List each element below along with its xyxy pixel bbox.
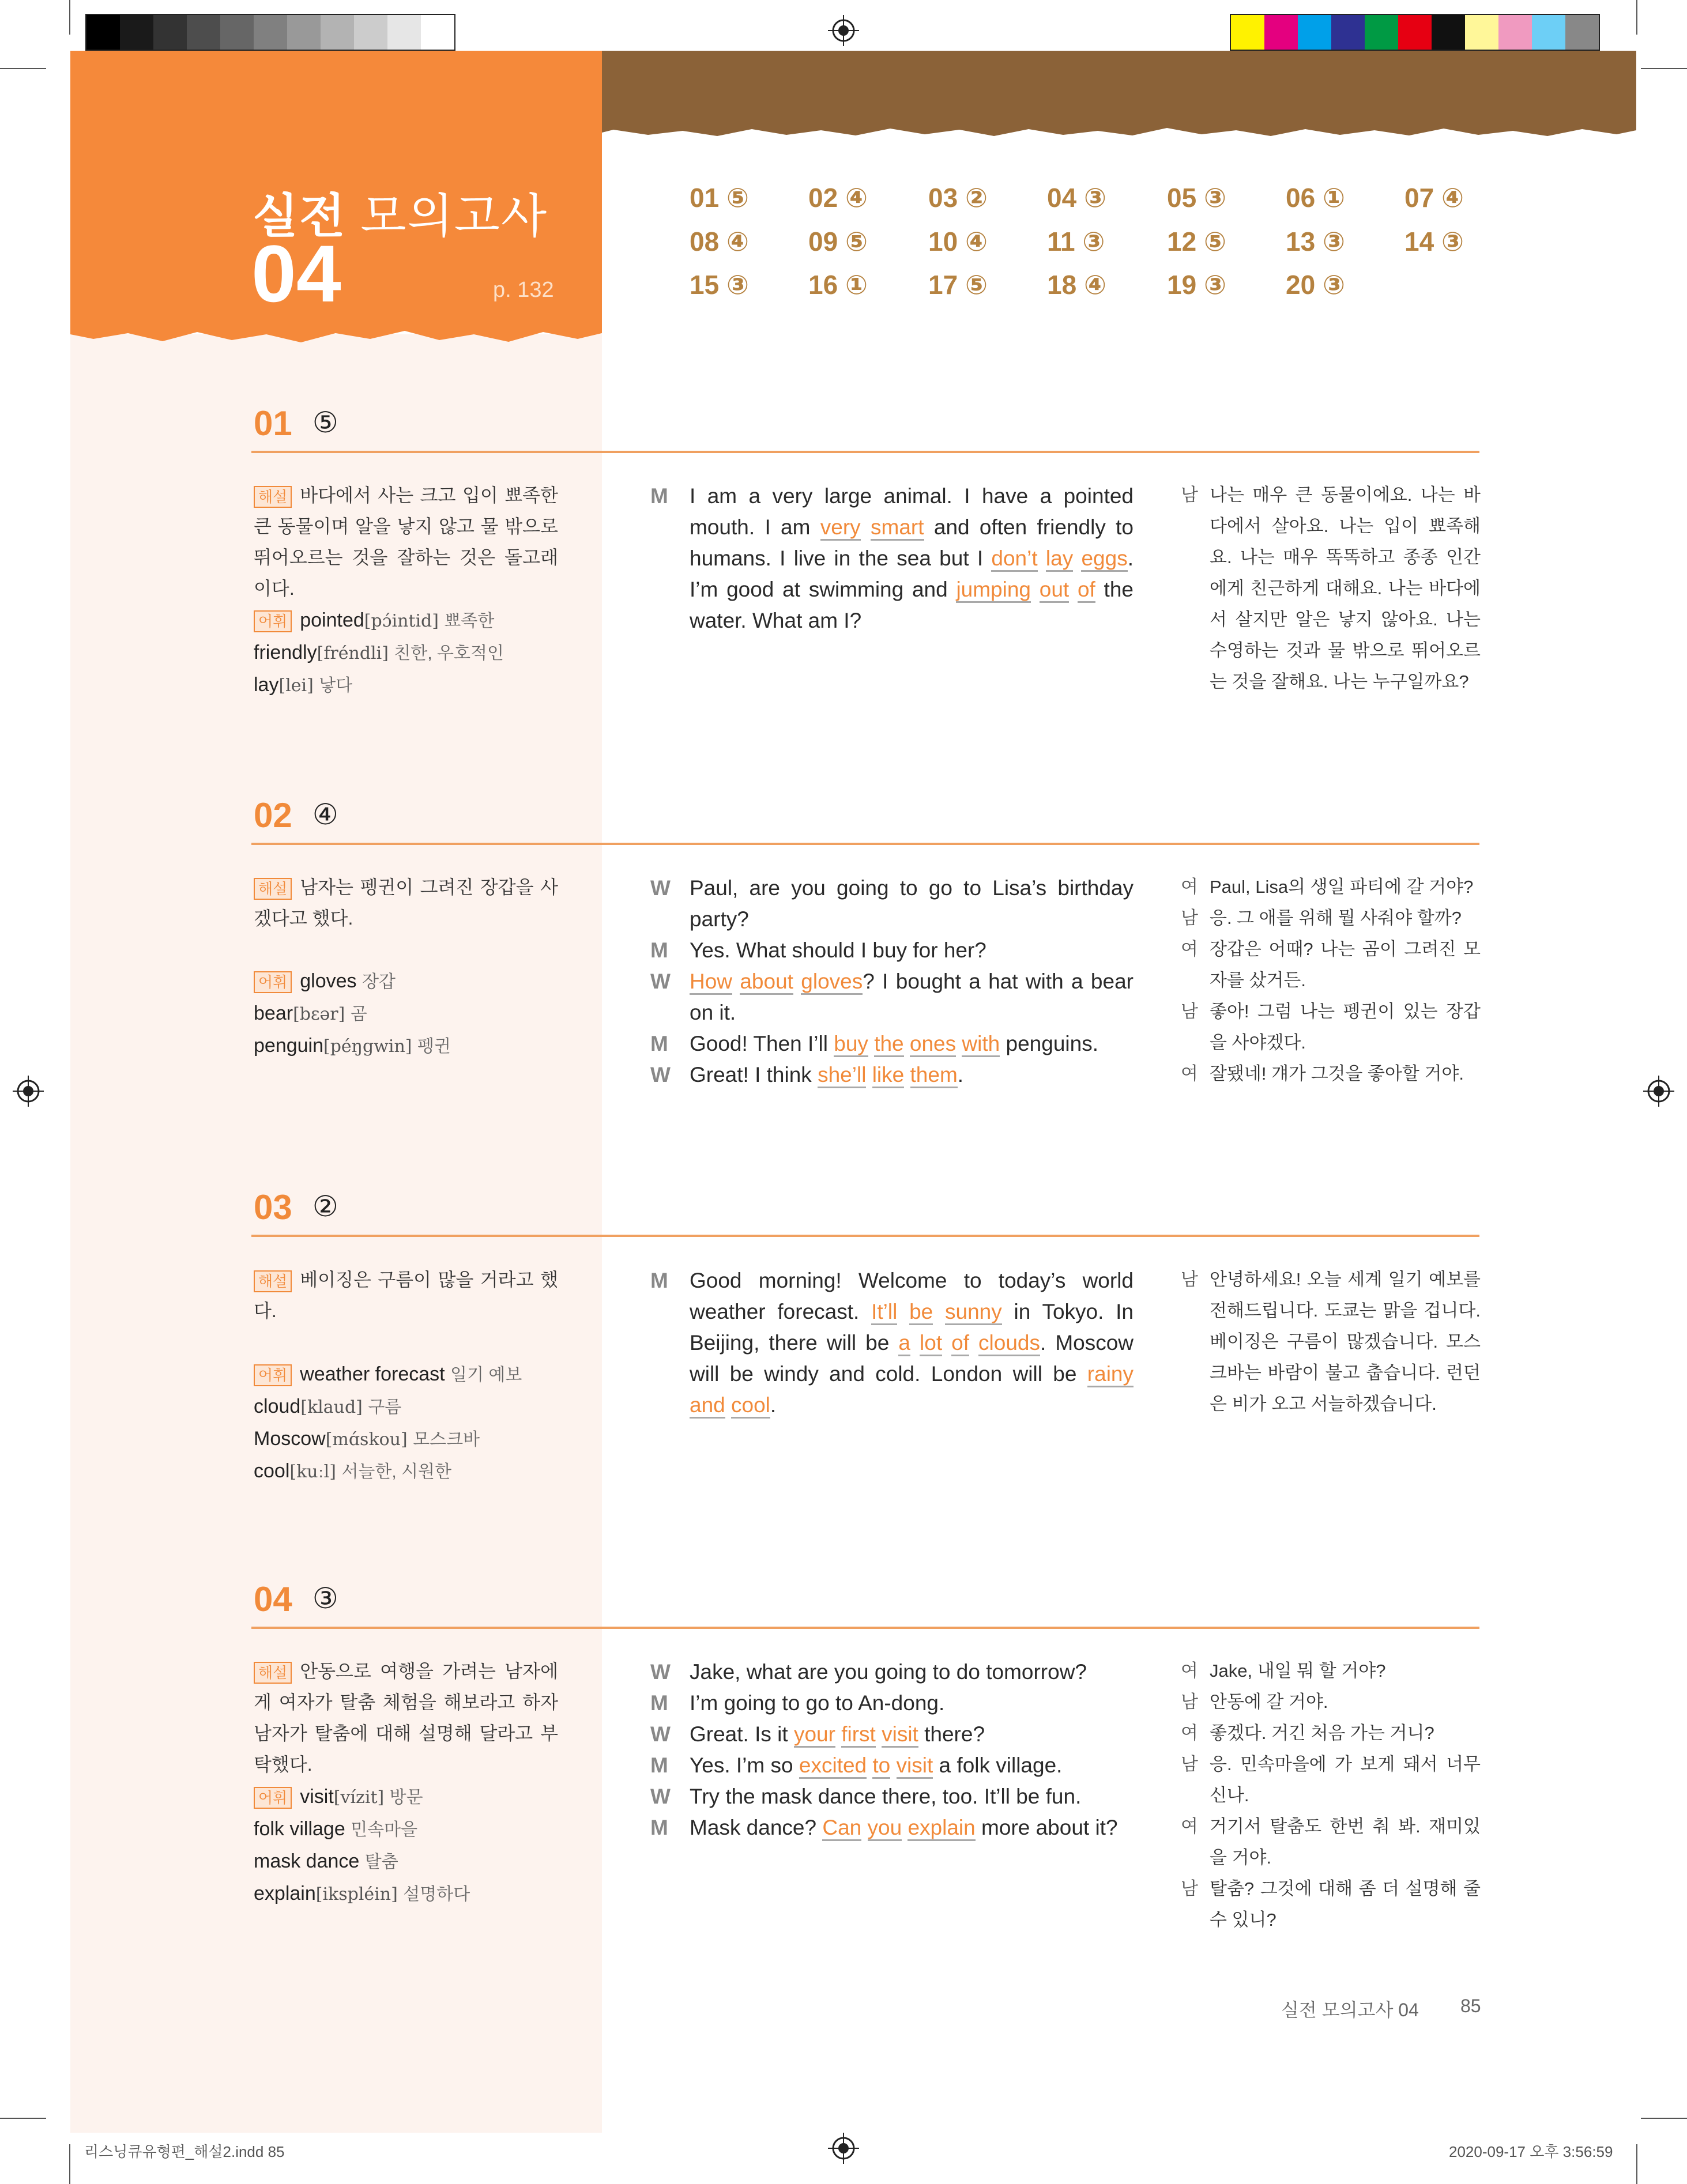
dialog-text-segment: Good morning! Welcome to today’s world weather forecast. bbox=[690, 1269, 1134, 1323]
vocab-word: visit bbox=[300, 1786, 334, 1808]
dialog-text-segment bbox=[904, 1032, 910, 1055]
vocab-word: penguin bbox=[254, 1035, 324, 1057]
dictation-blank-answer: It’ll bbox=[871, 1300, 897, 1325]
speaker-label: W bbox=[650, 970, 671, 993]
vocab-pronunciation: [fréndli] bbox=[317, 643, 389, 663]
vocab-word: mask dance bbox=[254, 1850, 360, 1872]
answer-key-item: 17 ⑤ bbox=[928, 270, 988, 300]
vocab-meaning: 서늘한, 시원한 bbox=[341, 1462, 452, 1481]
vocab-pronunciation: [vízit] bbox=[333, 1787, 385, 1808]
vocab-meaning: 곰 bbox=[350, 1005, 367, 1024]
translation-line bbox=[1181, 1811, 1481, 1873]
dialog-text-segment: Try the mask dance there, too. It’ll be fun. bbox=[690, 1785, 1082, 1808]
dictation-blank-answer: visit bbox=[897, 1753, 933, 1779]
dialog-text bbox=[690, 1265, 1134, 1421]
vocab-item bbox=[254, 1455, 577, 1488]
dialog-text bbox=[690, 1688, 1134, 1719]
registration-mark-top bbox=[828, 15, 859, 46]
dialog-text-segment bbox=[1031, 578, 1040, 601]
test-title-light: 모의고사 bbox=[360, 190, 548, 243]
dictation-blank-answer: very bbox=[820, 515, 861, 541]
vocab-item bbox=[254, 1391, 577, 1423]
dictation-blank-answer: visit bbox=[882, 1722, 918, 1748]
vocabulary-list bbox=[254, 605, 577, 701]
english-dialog bbox=[650, 873, 1134, 1091]
dictation-blank-answer: to bbox=[872, 1753, 890, 1779]
vocab-meaning: 낳다 bbox=[319, 676, 353, 695]
vocab-pronunciation: [lei] bbox=[278, 676, 314, 696]
test-title-bold: 실전 bbox=[253, 190, 347, 243]
vocab-word: explain bbox=[254, 1883, 316, 1904]
dictation-blank-answer: she’ll bbox=[818, 1063, 866, 1088]
speaker-label: 여 bbox=[1181, 1816, 1198, 1836]
vocab-item bbox=[254, 605, 577, 637]
vocab-meaning: 뾰족한 bbox=[444, 612, 495, 631]
vocab-pronunciation: [mɑ́skou] bbox=[325, 1429, 408, 1450]
translation-line bbox=[1181, 480, 1481, 697]
page-number: 85 bbox=[1460, 1996, 1481, 2016]
dictation-blank-answer: like bbox=[872, 1063, 905, 1088]
vocab-pronunciation: [kuːl] bbox=[289, 1462, 336, 1482]
speaker-label: 남 bbox=[1181, 485, 1198, 505]
dictation-blank-answer: gloves bbox=[801, 970, 863, 995]
dialog-text-segment: in Tokyo. In Beijing, there will be bbox=[690, 1300, 1134, 1355]
dialog-line bbox=[650, 966, 1134, 1028]
vocab-word: lay bbox=[254, 674, 279, 696]
dialog-text-segment: I am a very large animal. I have a pointed mouth. I am bbox=[690, 484, 1134, 539]
vocab-meaning: 민속마을 bbox=[351, 1820, 418, 1839]
translation-line bbox=[1181, 1718, 1481, 1749]
answer-key-item: 09 ⑤ bbox=[808, 227, 868, 257]
translation-text: 안녕하세요! 오늘 세계 일기 예보를 전해드립니다. 도쿄는 맑을 겁니다. 베이징은 구름이 많겠습니다. 모스크바는 바람이 불고 춥습니다. 런던은 비가 오고 서늘하겠습니다. bbox=[1210, 1269, 1481, 1414]
explanation-body: 베이징은 구름이 많을 거라고 했다. bbox=[254, 1269, 558, 1321]
dialog-line bbox=[650, 873, 1134, 935]
speaker-label: 남 bbox=[1181, 1754, 1198, 1774]
speaker-label: 남 bbox=[1181, 1001, 1198, 1021]
dialog-text-segment bbox=[876, 1722, 882, 1746]
answer-key-item: 04 ③ bbox=[1047, 183, 1106, 213]
vocab-word: friendly bbox=[254, 642, 317, 663]
dialog-line bbox=[650, 1781, 1134, 1812]
vocab-meaning: 펭귄 bbox=[417, 1037, 451, 1056]
dialog-text-segment bbox=[910, 1331, 920, 1355]
vocab-pronunciation: [klaud] bbox=[300, 1397, 363, 1417]
slug-timestamp: 2020-09-17 오후 3:56:59 bbox=[1449, 2143, 1613, 2160]
dictation-blank-answer: excited bbox=[799, 1753, 867, 1779]
translation-text: Jake, 내일 뭐 할 거야? bbox=[1210, 1661, 1386, 1681]
vocab-word: weather forecast bbox=[300, 1363, 445, 1385]
question-answer: ④ bbox=[312, 798, 338, 831]
translation-line bbox=[1181, 1687, 1481, 1718]
dialog-line bbox=[650, 481, 1134, 636]
dictation-blank-answer: lay bbox=[1046, 546, 1073, 572]
dictation-blank-answer: them bbox=[910, 1063, 958, 1088]
speaker-label: W bbox=[650, 1722, 671, 1746]
translation-line bbox=[1181, 1873, 1481, 1936]
speaker-label: M bbox=[650, 1269, 668, 1292]
vocab-meaning: 친한, 우호적인 bbox=[394, 644, 504, 663]
dialog-text-segment: a folk village. bbox=[933, 1753, 1063, 1777]
answer-key-item: 13 ③ bbox=[1286, 227, 1345, 257]
translation-line bbox=[1181, 903, 1481, 934]
vocabulary-tag: 어휘 bbox=[254, 1787, 292, 1809]
dialog-text-segment: Great! I think bbox=[690, 1063, 818, 1087]
speaker-label: M bbox=[650, 1691, 668, 1715]
answer-key-item: 02 ④ bbox=[808, 183, 868, 213]
answer-key-item: 01 ⑤ bbox=[690, 183, 749, 213]
vocab-pronunciation: [pɔ́intid] bbox=[364, 611, 439, 631]
dialog-text-segment: . I’m good at swimming and bbox=[690, 546, 1134, 601]
translation-line bbox=[1181, 1264, 1481, 1420]
dialog-text-segment bbox=[933, 1300, 945, 1323]
dialog-text bbox=[690, 1719, 1134, 1750]
brown-header-band bbox=[602, 51, 1636, 137]
dialog-text-segment bbox=[732, 970, 740, 993]
dialog-line bbox=[650, 1657, 1134, 1688]
dialog-text bbox=[690, 481, 1134, 636]
dialog-text-segment bbox=[897, 1300, 909, 1323]
dialog-text-segment bbox=[902, 1816, 907, 1839]
dialog-line bbox=[650, 1719, 1134, 1750]
dictation-blank-answer: of bbox=[951, 1331, 969, 1356]
dictation-blank-answer: lot bbox=[920, 1331, 942, 1356]
dialog-text-segment bbox=[793, 970, 801, 993]
vocab-item bbox=[254, 998, 577, 1030]
dictation-blank-answer: rainy bbox=[1087, 1362, 1134, 1387]
dialog-text-segment bbox=[861, 1816, 867, 1839]
translation-text: 응. 민속마을에 가 보게 돼서 너무 신나. bbox=[1210, 1754, 1481, 1805]
dictation-blank-answer: eggs bbox=[1081, 546, 1127, 572]
vocab-word: cloud bbox=[254, 1395, 301, 1417]
translation-line bbox=[1181, 996, 1481, 1058]
speaker-label: M bbox=[650, 1032, 668, 1055]
explanation-tag: 해설 bbox=[254, 1662, 292, 1684]
speaker-label: 남 bbox=[1181, 1692, 1198, 1712]
korean-translation bbox=[1181, 1655, 1481, 1936]
dialog-text-segment: and often friendly to humans. I live in the sea but I bbox=[690, 515, 1134, 570]
section-divider bbox=[251, 1627, 1479, 1629]
answer-key-item: 10 ④ bbox=[928, 227, 988, 257]
dictation-blank-answer: Can bbox=[822, 1816, 861, 1841]
dialog-text-segment bbox=[861, 515, 871, 539]
dialog-text-segment bbox=[835, 1722, 841, 1746]
dictation-blank-answer: ones bbox=[910, 1032, 956, 1057]
vocab-word: gloves bbox=[300, 970, 357, 992]
dialog-text-segment bbox=[868, 1032, 874, 1055]
speaker-label: W bbox=[650, 1785, 671, 1808]
vocab-pronunciation: [ikspléin] bbox=[315, 1884, 398, 1904]
translation-line bbox=[1181, 872, 1481, 903]
vocab-word: bear bbox=[254, 1002, 293, 1024]
dictation-blank-answer: sunny bbox=[945, 1300, 1002, 1325]
vocabulary-list bbox=[254, 965, 577, 1062]
speaker-label: W bbox=[650, 1063, 671, 1087]
dialog-text-segment: I’m going to go to An-dong. bbox=[690, 1691, 945, 1715]
vocab-item bbox=[254, 1846, 577, 1878]
vocabulary-tag: 어휘 bbox=[254, 971, 292, 993]
translation-text: 안동에 갈 거야. bbox=[1210, 1692, 1328, 1712]
question-number: 04 bbox=[254, 1580, 292, 1619]
speaker-label: M bbox=[650, 1753, 668, 1777]
translation-text: 잘됐네! 걔가 그것을 좋아할 거야. bbox=[1210, 1063, 1464, 1084]
vocab-item bbox=[254, 1423, 577, 1455]
explanation-body: 바다에서 사는 크고 입이 뾰족한 큰 동물이며 알을 낳지 않고 물 밖으로 뛰어오르는 것을 잘하는 것은 돌고래이다. bbox=[254, 485, 558, 599]
vocab-meaning: 탈춤 bbox=[364, 1853, 398, 1872]
explanation-text bbox=[254, 872, 558, 934]
speaker-label: M bbox=[650, 484, 668, 508]
vocab-meaning: 구름 bbox=[368, 1398, 402, 1417]
answer-key-item: 11 ③ bbox=[1047, 227, 1105, 257]
dictation-blank-answer: out bbox=[1040, 578, 1069, 603]
explanation-text bbox=[254, 480, 558, 604]
dictation-blank-answer: explain bbox=[907, 1816, 975, 1841]
slug-filename: 리스닝큐유형편_해설2.indd 85 bbox=[84, 2143, 285, 2160]
dialog-text-segment bbox=[890, 1753, 896, 1777]
dictation-blank-answer: cool bbox=[731, 1393, 770, 1419]
dialog-text bbox=[690, 966, 1134, 1028]
explanation-tag: 해설 bbox=[254, 486, 292, 508]
dictation-blank-answer: and bbox=[690, 1393, 725, 1419]
explanation-text bbox=[254, 1264, 558, 1326]
dictation-blank-answer: jumping bbox=[956, 578, 1031, 603]
answer-key-item: 15 ③ bbox=[690, 270, 749, 300]
speaker-label: 여 bbox=[1181, 939, 1198, 959]
section-divider bbox=[251, 843, 1479, 845]
korean-translation bbox=[1181, 480, 1481, 697]
answer-key-item: 07 ④ bbox=[1404, 183, 1464, 213]
explanation-text bbox=[254, 1655, 558, 1780]
dialog-text-segment: Good! Then I’ll bbox=[690, 1032, 834, 1055]
vocab-word: Moscow bbox=[254, 1428, 326, 1450]
test-number: 04 bbox=[251, 228, 341, 319]
vocab-meaning: 장갑 bbox=[362, 972, 396, 991]
vocabulary-tag: 어휘 bbox=[254, 610, 292, 632]
footer-title: 실전 모의고사 04 bbox=[1281, 2000, 1419, 2020]
dialog-text bbox=[690, 1750, 1134, 1781]
dialog-text-segment: . Moscow will be windy and cold. London will be bbox=[690, 1331, 1134, 1386]
translation-text: 장갑은 어때? 나는 곰이 그려진 모자를 샀거든. bbox=[1210, 939, 1481, 990]
answer-key-item: 08 ④ bbox=[690, 227, 749, 257]
speaker-label: 여 bbox=[1181, 1661, 1198, 1681]
vocab-item bbox=[254, 1878, 577, 1910]
vocab-word: cool bbox=[254, 1460, 290, 1482]
question-number: 02 bbox=[254, 796, 292, 835]
dialog-text-segment: . bbox=[770, 1393, 777, 1417]
translation-line bbox=[1181, 1655, 1481, 1687]
dialog-text-segment bbox=[969, 1331, 978, 1355]
answer-key-item: 20 ③ bbox=[1286, 270, 1345, 300]
vocab-pronunciation: [péŋgwin] bbox=[323, 1036, 412, 1057]
dialog-text-segment: Paul, are you going to go to Lisa’s birthday party? bbox=[690, 876, 1134, 931]
dialog-line bbox=[650, 935, 1134, 966]
answer-key-item: 03 ② bbox=[928, 183, 988, 213]
question-answer: ⑤ bbox=[312, 406, 338, 439]
speaker-label: W bbox=[650, 1660, 671, 1684]
dialog-text-segment bbox=[867, 1753, 872, 1777]
question-answer: ③ bbox=[312, 1582, 338, 1615]
translation-text: 응. 그 애를 위해 뭘 사줘야 할까? bbox=[1210, 908, 1462, 928]
dialog-text-segment: Mask dance? bbox=[690, 1816, 823, 1839]
answer-key-item: 19 ③ bbox=[1167, 270, 1226, 300]
speaker-label: 남 bbox=[1181, 1269, 1198, 1289]
explanation-tag: 해설 bbox=[254, 878, 292, 900]
dialog-text-segment: there? bbox=[918, 1722, 985, 1746]
dialog-text-segment: the water. What am I? bbox=[690, 578, 1134, 632]
dialog-text-segment: . bbox=[957, 1063, 964, 1087]
dialog-text-segment: Jake, what are you going to do tomorrow? bbox=[690, 1660, 1087, 1684]
answer-key-item: 18 ④ bbox=[1047, 270, 1106, 300]
korean-translation bbox=[1181, 1264, 1481, 1420]
dialog-text-segment: penguins. bbox=[1000, 1032, 1098, 1055]
dialog-text bbox=[690, 873, 1134, 935]
dialog-text bbox=[690, 1657, 1134, 1688]
dialog-text-segment: Great. Is it bbox=[690, 1722, 794, 1746]
dialog-line bbox=[650, 1688, 1134, 1719]
vocab-item bbox=[254, 1781, 577, 1813]
process-color-bar bbox=[1230, 14, 1600, 51]
dialog-text bbox=[690, 1812, 1134, 1843]
translation-text: Paul, Lisa의 생일 파티에 갈 거야? bbox=[1210, 877, 1474, 897]
translation-text: 좋아! 그럼 나는 펭귄이 있는 장갑을 사야겠다. bbox=[1210, 1001, 1481, 1053]
english-dialog bbox=[650, 1265, 1134, 1421]
dialog-text-segment: Yes. I’m so bbox=[690, 1753, 799, 1777]
dictation-blank-answer: with bbox=[962, 1032, 1000, 1057]
translation-line bbox=[1181, 934, 1481, 996]
speaker-label: 여 bbox=[1181, 877, 1198, 897]
dictation-blank-answer: clouds bbox=[978, 1331, 1040, 1356]
dictation-blank-answer: about bbox=[740, 970, 793, 995]
dialog-text-segment: more about it? bbox=[975, 1816, 1118, 1839]
answer-key-item: 05 ③ bbox=[1167, 183, 1226, 213]
dialog-text-segment bbox=[956, 1032, 962, 1055]
dictation-blank-answer: smart bbox=[871, 515, 924, 541]
explanation-body: 안동으로 여행을 가려는 남자에게 여자가 탈춤 체험을 해보라고 하자 남자가 탈춤에 대해 설명해 달라고 부탁했다. bbox=[254, 1661, 558, 1775]
section-divider bbox=[251, 1235, 1479, 1237]
translation-text: 탈춤? 그것에 대해 좀 더 설명해 줄 수 있니? bbox=[1210, 1879, 1481, 1930]
vocabulary-list bbox=[254, 1359, 577, 1488]
dialog-text-segment: ? I bought a hat with a bear on it. bbox=[690, 970, 1134, 1024]
vocab-item bbox=[254, 1359, 577, 1391]
translation-text: 거기서 탈춤도 한번 춰 봐. 재미있을 거야. bbox=[1210, 1816, 1481, 1868]
dialog-text-segment bbox=[904, 1063, 910, 1087]
dialog-text-segment bbox=[1073, 546, 1081, 570]
dictation-blank-answer: be bbox=[909, 1300, 933, 1325]
dictation-blank-answer: first bbox=[841, 1722, 876, 1748]
vocabulary-tag: 어휘 bbox=[254, 1364, 292, 1386]
speaker-label: W bbox=[650, 876, 671, 900]
translation-line bbox=[1181, 1749, 1481, 1811]
answer-key-item: 06 ① bbox=[1286, 183, 1345, 213]
question-answer: ② bbox=[312, 1190, 338, 1223]
dialog-line bbox=[650, 1812, 1134, 1843]
answer-key-item: 12 ⑤ bbox=[1167, 227, 1226, 257]
vocab-meaning: 방문 bbox=[389, 1788, 423, 1807]
vocab-item bbox=[254, 669, 577, 701]
dialog-text-segment: Yes. What should I buy for her? bbox=[690, 938, 986, 962]
explanation-tag: 해설 bbox=[254, 1270, 292, 1292]
dialog-text bbox=[690, 1028, 1134, 1059]
translation-line bbox=[1181, 1058, 1481, 1089]
speaker-label: 남 bbox=[1181, 908, 1198, 928]
dialog-text-segment bbox=[1069, 578, 1078, 601]
dictation-blank-answer: don’t bbox=[991, 546, 1037, 572]
vocab-item bbox=[254, 1030, 577, 1062]
dialog-text bbox=[690, 1059, 1134, 1091]
grayscale-color-bar bbox=[85, 14, 455, 51]
dictation-blank-answer: the bbox=[874, 1032, 903, 1057]
answer-key-item: 16 ① bbox=[808, 270, 868, 300]
english-dialog bbox=[650, 1657, 1134, 1843]
dialog-text-segment bbox=[942, 1331, 951, 1355]
registration-mark-bottom bbox=[828, 2133, 859, 2164]
vocabulary-list bbox=[254, 1781, 577, 1910]
dictation-blank-answer: you bbox=[868, 1816, 902, 1841]
answer-key-item: 14 ③ bbox=[1404, 227, 1464, 257]
dialog-text bbox=[690, 935, 1134, 966]
dialog-text-segment bbox=[725, 1393, 731, 1417]
vocab-meaning: 모스크바 bbox=[413, 1430, 480, 1449]
dialog-text bbox=[690, 1781, 1134, 1812]
dictation-blank-answer: buy bbox=[834, 1032, 868, 1057]
dictation-blank-answer: How bbox=[690, 970, 732, 995]
dialog-line bbox=[650, 1750, 1134, 1781]
dialog-line bbox=[650, 1265, 1134, 1421]
question-number: 01 bbox=[254, 404, 292, 443]
registration-mark-left bbox=[13, 1076, 44, 1107]
vocab-meaning: 일기 예보 bbox=[450, 1366, 522, 1385]
speaker-label: 남 bbox=[1181, 1879, 1198, 1899]
translation-text: 나는 매우 큰 동물이에요. 나는 바다에서 살아요. 나는 입이 뾰족해요. 나는 매우 똑똑하고 종종 인간에게 친근하게 대해요. 나는 바다에서 살지만 알은 낳지 않아요. 나는 수영하는 것과 물 밖으로 뛰어오르는 것을 잘해요. 나는 누구일까요? bbox=[1210, 485, 1481, 692]
translation-text: 좋겠다. 거긴 처음 가는 거니? bbox=[1210, 1723, 1434, 1743]
dialog-line bbox=[650, 1028, 1134, 1059]
english-dialog bbox=[650, 481, 1134, 636]
vocab-word: folk village bbox=[254, 1818, 345, 1840]
dialog-line bbox=[650, 1059, 1134, 1091]
dialog-text-segment bbox=[866, 1063, 872, 1087]
speaker-label: M bbox=[650, 938, 668, 962]
speaker-label: 여 bbox=[1181, 1723, 1198, 1743]
section-divider bbox=[251, 451, 1479, 453]
dictation-blank-answer: of bbox=[1078, 578, 1095, 603]
dialog-text-segment bbox=[1038, 546, 1046, 570]
dictation-blank-answer: your bbox=[794, 1722, 835, 1748]
page-reference: p. 132 bbox=[493, 278, 554, 302]
vocab-meaning: 설명하다 bbox=[403, 1885, 470, 1904]
vocab-item bbox=[254, 1813, 577, 1846]
korean-translation bbox=[1181, 872, 1481, 1089]
vocab-word: pointed bbox=[300, 609, 364, 631]
speaker-label: 여 bbox=[1181, 1063, 1198, 1084]
vocab-item bbox=[254, 637, 577, 669]
question-number: 03 bbox=[254, 1188, 292, 1227]
dictation-blank-answer: a bbox=[898, 1331, 910, 1356]
speaker-label: M bbox=[650, 1816, 668, 1839]
registration-mark-right bbox=[1643, 1076, 1674, 1107]
vocab-pronunciation: [bɛər] bbox=[293, 1004, 345, 1024]
explanation-body: 남자는 펭귄이 그려진 장갑을 사겠다고 했다. bbox=[254, 877, 558, 929]
vocab-item bbox=[254, 965, 577, 998]
